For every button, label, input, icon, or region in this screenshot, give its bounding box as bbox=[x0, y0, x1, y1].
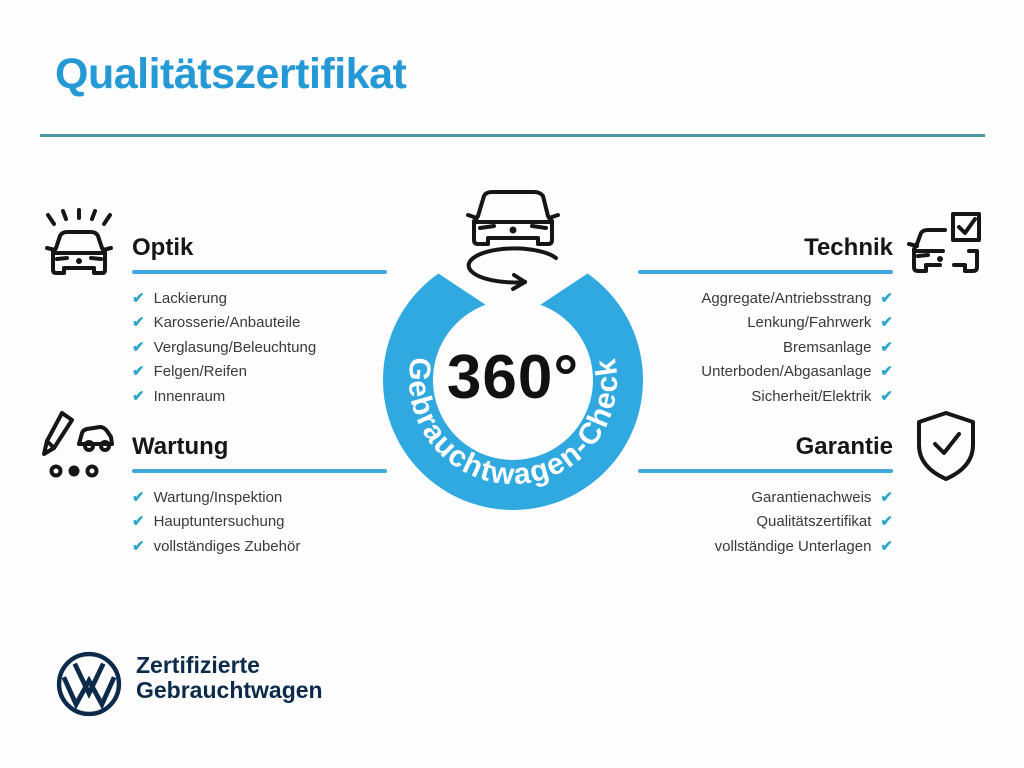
check-icon: ✔ bbox=[132, 537, 145, 555]
check-icon: ✔ bbox=[132, 387, 145, 405]
checklist-optik bbox=[132, 286, 387, 409]
checklist-item bbox=[132, 360, 387, 385]
check-icon: ✔ bbox=[880, 513, 893, 531]
check-icon: ✔ bbox=[880, 314, 893, 332]
checklist-item-label: Garantienachweis bbox=[751, 488, 872, 506]
section-title-optik: Optik bbox=[132, 234, 194, 261]
shield-check-icon bbox=[907, 407, 985, 485]
checklist-item bbox=[638, 311, 893, 336]
section-underline bbox=[132, 270, 387, 274]
checklist-item bbox=[132, 534, 387, 559]
checklist-item-label: Sicherheit/Elektrik bbox=[751, 387, 872, 405]
checklist-item-label: Unterboden/Abgasanlage bbox=[701, 363, 872, 381]
checklist-item-label: Felgen/Reifen bbox=[153, 363, 247, 381]
check-icon: ✔ bbox=[880, 488, 893, 506]
section-title-technik: Technik bbox=[804, 234, 893, 261]
section-optik bbox=[40, 206, 387, 409]
check-icon: ✔ bbox=[132, 338, 145, 356]
checklist-item bbox=[638, 335, 893, 360]
checklist-item bbox=[132, 311, 387, 336]
ring-label: Gebrauchtwagen-Check bbox=[401, 355, 625, 492]
service-checklist-icon bbox=[40, 407, 118, 485]
check-icon: ✔ bbox=[880, 363, 893, 381]
checklist-item bbox=[132, 485, 387, 510]
checklist-item-label: Lackierung bbox=[153, 289, 227, 307]
check-icon: ✔ bbox=[132, 314, 145, 332]
check-icon: ✔ bbox=[132, 488, 145, 506]
section-title-garantie: Garantie bbox=[795, 433, 893, 460]
checklist-item bbox=[132, 335, 387, 360]
checklist-item-label: Aggregate/Antriebsstrang bbox=[701, 289, 872, 307]
checklist-item-label: Qualitätszertifikat bbox=[756, 513, 872, 531]
page-title: Qualitätszertifikat bbox=[55, 50, 407, 98]
check-icon: ✔ bbox=[880, 289, 893, 307]
checklist-item bbox=[638, 360, 893, 385]
section-wartung bbox=[40, 405, 387, 559]
checklist-item-label: vollständige Unterlagen bbox=[714, 537, 872, 555]
title-divider bbox=[40, 134, 985, 137]
brand-line-2: Gebrauchtwagen bbox=[136, 677, 323, 703]
checklist-item bbox=[638, 510, 893, 535]
degrees-label: 360° bbox=[446, 343, 580, 412]
car-rotation-icon bbox=[468, 192, 558, 289]
checklist-item-label: Wartung/Inspektion bbox=[153, 488, 283, 506]
check-icon: ✔ bbox=[132, 513, 145, 531]
checklist-wartung bbox=[132, 485, 387, 559]
checklist-item-label: Lenkung/Fahrwerk bbox=[747, 314, 872, 332]
checklist-item bbox=[132, 510, 387, 535]
check-icon: ✔ bbox=[880, 338, 893, 356]
footer-brand bbox=[55, 650, 323, 718]
checklist-item bbox=[638, 286, 893, 311]
brand-line-1: Zertifizierte bbox=[136, 652, 260, 678]
section-underline bbox=[638, 270, 893, 274]
section-garantie bbox=[638, 405, 985, 559]
checklist-item-label: Karosserie/Anbauteile bbox=[153, 314, 301, 332]
brand-text bbox=[136, 650, 323, 703]
checklist-item-label: vollständiges Zubehör bbox=[153, 537, 301, 555]
checklist-item-label: Verglasung/Beleuchtung bbox=[153, 338, 317, 356]
badge-360-check bbox=[373, 178, 653, 523]
check-icon: ✔ bbox=[880, 387, 893, 405]
section-underline bbox=[132, 469, 387, 473]
car-shine-icon bbox=[40, 208, 118, 286]
checklist-garantie bbox=[638, 485, 893, 559]
section-technik bbox=[638, 206, 985, 409]
vw-logo bbox=[55, 650, 123, 718]
checklist-item bbox=[132, 286, 387, 311]
check-icon: ✔ bbox=[132, 363, 145, 381]
checklist-item bbox=[638, 485, 893, 510]
checklist-item-label: Hauptuntersuchung bbox=[153, 513, 285, 531]
checklist-technik bbox=[638, 286, 893, 409]
section-underline bbox=[638, 469, 893, 473]
car-checkbox-icon bbox=[907, 208, 985, 286]
checklist-item bbox=[638, 534, 893, 559]
section-title-wartung: Wartung bbox=[132, 433, 229, 460]
check-icon: ✔ bbox=[132, 289, 145, 307]
check-icon: ✔ bbox=[880, 537, 893, 555]
checklist-item-label: Innenraum bbox=[153, 387, 226, 405]
checklist-item-label: Bremsanlage bbox=[783, 338, 872, 356]
